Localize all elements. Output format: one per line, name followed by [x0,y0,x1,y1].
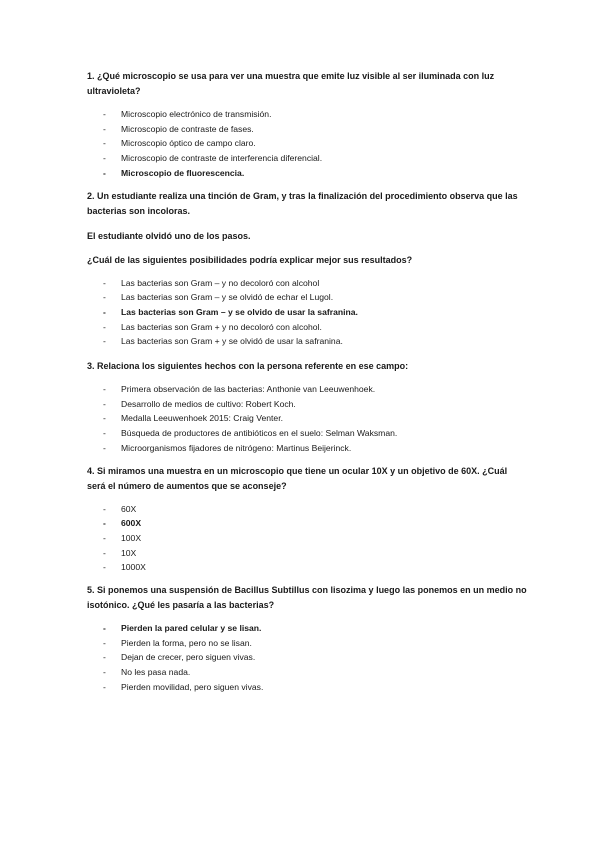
list-dash: - [103,518,106,529]
list-dash: - [103,336,106,347]
list-dash: - [103,153,106,164]
list-dash: - [103,652,106,663]
question-block [87,464,527,576]
option-text: 60X [121,503,137,514]
option-text: Búsqueda de productores de antibióticos en el suelo: Selman Waksman. [121,428,398,439]
option-text: Microscopio de fluorescencia. [121,167,245,178]
list-dash: - [103,637,106,648]
question-text: 4. Si miramos una muestra en un microscopio que tiene un ocular 10X y un objetivo de 60X. ¿Cuál será el número de aumentos que se aconseje? [87,465,508,491]
option-text: Las bacterias son Gram – y se olvido de usar la safranina. [121,306,358,317]
question-block [87,69,527,181]
option-text: 600X [121,518,142,529]
correct-answer-option [87,516,527,531]
answer-option [87,680,527,695]
option-text: Pierden movilidad, pero siguen vivas. [121,681,264,692]
option-text: Dejan de crecer, pero siguen vivas. [121,652,256,663]
answer-option [87,531,527,546]
question-block [87,359,527,456]
answer-option [87,397,527,412]
list-dash: - [103,681,106,692]
option-text: Pierden la pared celular y se lisan. [121,623,262,634]
option-text: 100X [121,532,142,543]
option-text: Las bacterias son Gram + y se olvidó de usar la safranina. [121,336,343,347]
answer-option [87,334,527,349]
list-dash: - [103,562,106,573]
list-dash: - [103,138,106,149]
option-text: 1000X [121,562,146,573]
answer-option [87,151,527,166]
list-dash: - [103,532,106,543]
answer-options [87,382,527,456]
answer-options [87,276,527,350]
answer-option [87,426,527,441]
answer-option [87,122,527,137]
question-text: 3. Relaciona los siguientes hechos con la persona referente en ese campo: [87,361,409,372]
option-text: Las bacterias son Gram – y no decoloró con alcohol [121,277,320,288]
question-text: 2. Un estudiante realiza una tinción de Gram, y tras la finalización del procedimiento observa que las bacterias son incoloras. [87,190,518,216]
list-dash: - [103,109,106,119]
list-dash: - [103,547,106,558]
list-dash: - [103,428,106,439]
answer-option [87,665,527,680]
question-block [87,583,527,695]
option-text: Las bacterias son Gram – y se olvidó de echar el Lugol. [121,292,334,303]
answer-option [87,136,527,151]
list-dash: - [103,442,106,453]
list-dash: - [103,398,106,409]
option-text: Las bacterias son Gram + y no decoloró con alcohol. [121,321,322,332]
answer-options [87,621,527,695]
correct-answer-option [87,166,527,181]
quiz-document [87,69,527,695]
option-text: Microorganismos fijadores de nitrógeno: Martinus Beijerinck. [121,442,352,453]
answer-option [87,290,527,305]
list-dash: - [103,623,106,634]
answer-option [87,276,527,291]
list-dash: - [103,306,106,317]
list-dash: - [103,667,106,678]
question-note: El estudiante olvidó uno de los pasos. [87,230,251,241]
answer-option [87,546,527,561]
list-dash: - [103,123,106,134]
question-text: 5. Si ponemos una suspensión de Bacillus Subtillus con lisozima y luego las ponemos en un medio no isotónico. ¿Qué les pasaría a las bacterias? [87,585,527,611]
option-text: Medalla Leeuwenhoek 2015: Craig Venter. [121,413,283,424]
question-text: 1. ¿Qué microscopio se usa para ver una muestra que emite luz visible al ser iluminada con luz ultravioleta? [87,71,495,96]
option-text: Microscopio electrónico de transmisión. [121,109,272,119]
option-text: 10X [121,547,137,558]
answer-option [87,636,527,651]
answer-option [87,441,527,456]
option-text: Pierden la forma, pero no se lisan. [121,637,252,648]
list-dash: - [103,503,106,514]
answer-option [87,107,527,122]
list-dash: - [103,413,106,424]
answer-options [87,107,527,181]
answer-option [87,411,527,426]
list-dash: - [103,292,106,303]
question-block [87,189,527,350]
list-dash: - [103,321,106,332]
answer-option [87,560,527,575]
list-dash: - [103,167,106,178]
question-note: ¿Cuál de las siguientes posibilidades podría explicar mejor sus resultados? [87,254,413,265]
option-text: Microscopio de contraste de interferencia diferencial. [121,153,323,164]
answer-options [87,502,527,576]
option-text: Microscopio óptico de campo claro. [121,138,256,149]
answer-option [87,320,527,335]
answer-option [87,502,527,517]
answer-option [87,382,527,397]
option-text: Primera observación de las bacterias: Anthonie van Leeuwenhoek. [121,384,376,395]
option-text: No les pasa nada. [121,667,191,678]
list-dash: - [103,384,106,395]
option-text: Desarrollo de medios de cultivo: Robert Koch. [121,398,296,409]
correct-answer-option [87,305,527,320]
option-text: Microscopio de contraste de fases. [121,123,254,134]
answer-option [87,650,527,665]
list-dash: - [103,277,106,288]
correct-answer-option [87,621,527,636]
